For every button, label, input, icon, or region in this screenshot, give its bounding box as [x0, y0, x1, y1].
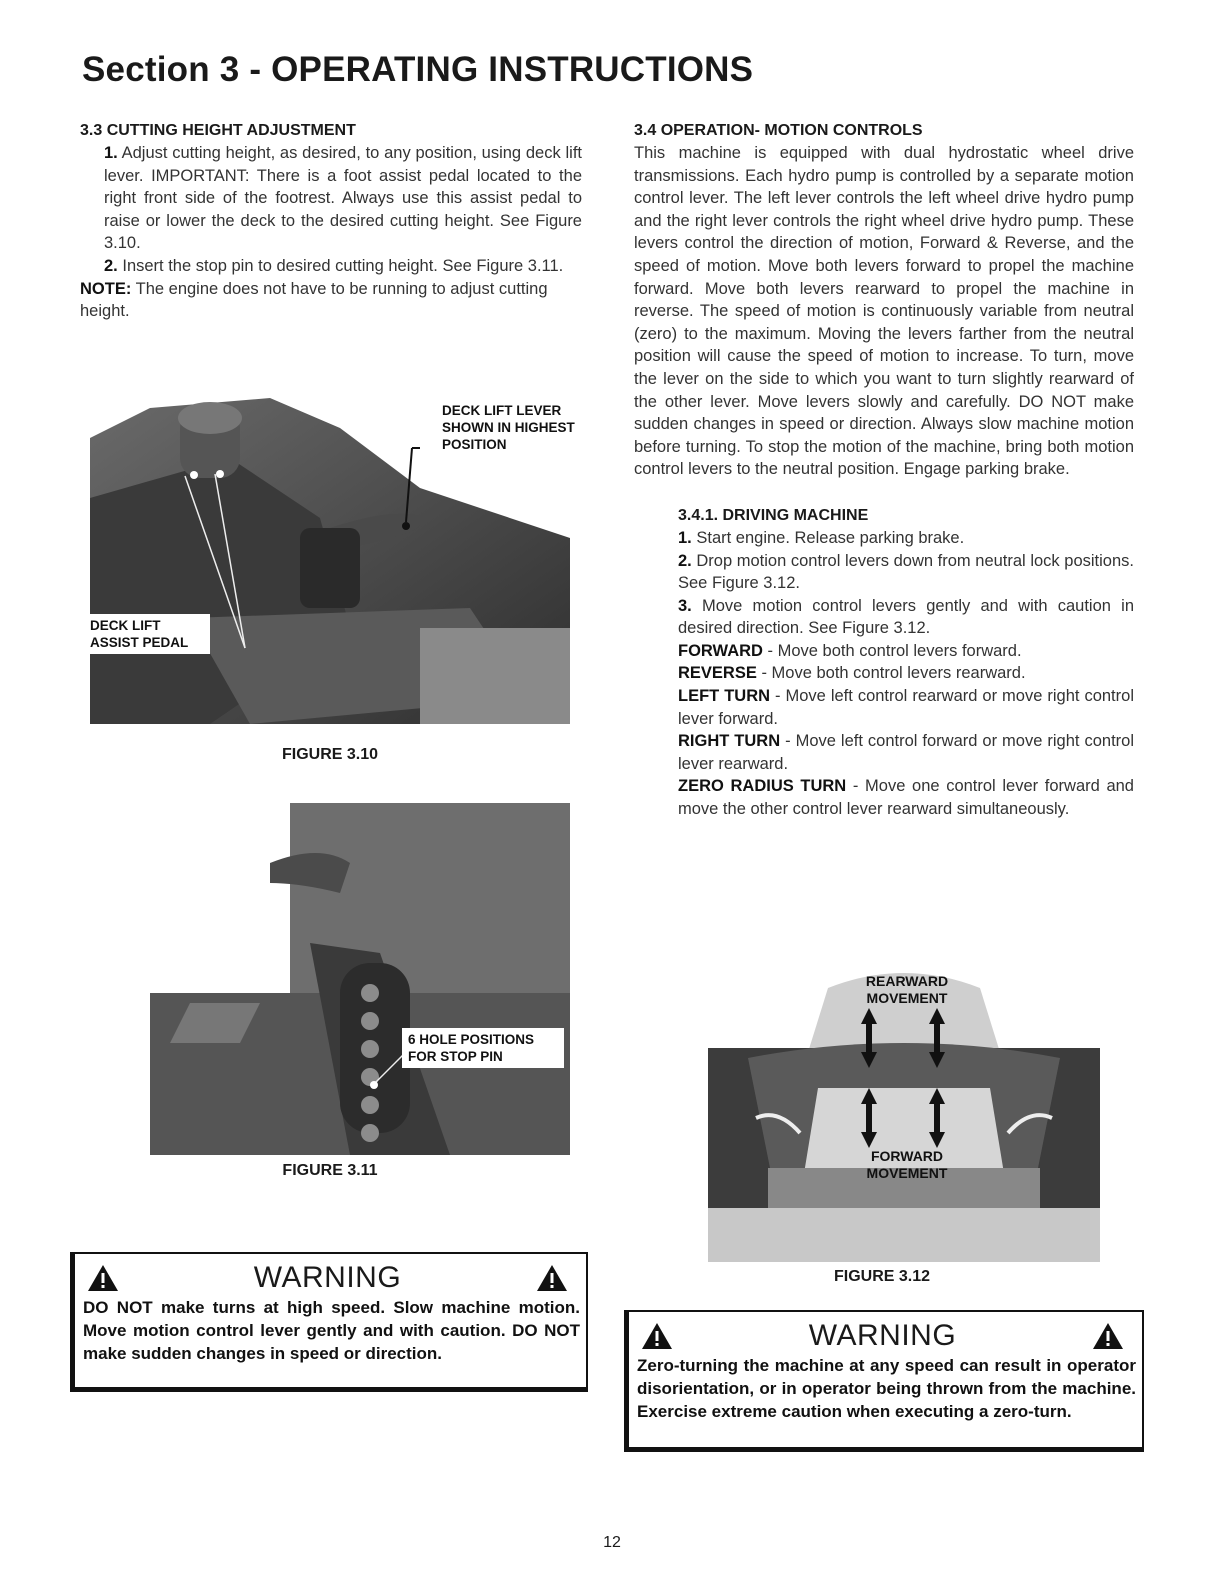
- page-number: 12: [603, 1534, 621, 1551]
- warning-text: Zero-turning the machine at any speed can result in operator disorientation, or in operator being thrown from the machine. Exercise extreme caution when executing a zero-turn.: [637, 1356, 1136, 1421]
- direction-text: - Move both control levers forward.: [767, 641, 1022, 660]
- note-text: The engine does not have to be running to adjust cutting height.: [80, 279, 548, 321]
- warning-triangle-icon: [536, 1264, 568, 1292]
- step-text: Move motion control levers gently and with caution in desired direction. See Figure 3.12.: [678, 596, 1134, 638]
- step-text: Insert the stop pin to desired cutting height. See Figure 3.11.: [122, 256, 564, 275]
- figure-3-11-caption: FIGURE 3.11: [282, 1162, 378, 1179]
- figure-3-11-photo: [150, 803, 570, 1155]
- callout-line-2: ASSIST PEDAL: [90, 635, 189, 650]
- warning-title: WARNING: [808, 1319, 957, 1352]
- warning-triangle-icon: [1092, 1322, 1124, 1350]
- callout-line-1: DECK LIFT: [90, 618, 161, 633]
- direction-label: REVERSE: [678, 664, 757, 683]
- forward-movement-label: [852, 1148, 962, 1182]
- direction-text: - Move one control lever forward and move the other control lever rearward simultaneously.: [678, 777, 1134, 819]
- warning-text: DO NOT make turns at high speed. Slow machine motion. Move motion control lever gently and with caution. DO NOT make sudden changes in speed or direction.: [83, 1298, 580, 1363]
- step-2: [80, 255, 582, 278]
- section-3-4-heading: 3.4 OPERATION- MOTION CONTROLS: [634, 122, 923, 139]
- direction-left-turn: [678, 685, 1134, 730]
- direction-label: LEFT TURN: [678, 687, 771, 706]
- deck-lift-lever-callout: DECK LIFT LEVER SHOWN IN HIGHEST POSITION: [442, 403, 575, 452]
- direction-zero-radius-turn: [678, 775, 1134, 820]
- rearward-movement-label: [852, 973, 962, 1007]
- label-line-2: MOVEMENT: [866, 1165, 948, 1181]
- figure-3-10-caption: FIGURE 3.10: [281, 746, 379, 763]
- drive-step-1: [678, 527, 1134, 550]
- direction-reverse: [678, 662, 1134, 685]
- warning-box-zero-turn: [624, 1310, 1144, 1452]
- page-title: Section 3 - OPERATING INSTRUCTIONS: [82, 50, 754, 89]
- deck-lift-pedal-callout: [84, 614, 210, 654]
- step-1: [80, 142, 582, 255]
- right-column: [634, 120, 1134, 821]
- stop-pin-callout: [402, 1028, 564, 1068]
- step-number: 1.: [678, 528, 692, 547]
- driving-machine-section: [678, 505, 1134, 821]
- direction-forward: [678, 640, 1134, 663]
- direction-label: FORWARD: [678, 641, 763, 660]
- label-line-1: REARWARD: [865, 973, 949, 989]
- warning-triangle-icon: [87, 1264, 119, 1292]
- drive-step-2: [678, 550, 1134, 595]
- step-text: Adjust cutting height, as desired, to any position, using deck lift lever. IMPORTANT: There is a foot assist pedal located to the right front side of the footrest. Always use this assist pedal to raise or lower the deck to the desired cutting height. See Figure 3.10.: [104, 144, 582, 253]
- step-number: 2.: [678, 551, 692, 570]
- stop-pin-illustration: [150, 803, 570, 1155]
- callout-line-2: FOR STOP PIN: [408, 1049, 503, 1064]
- direction-text: - Move left control forward or move right control lever rearward.: [678, 732, 1134, 773]
- figure-3-12-caption: FIGURE 3.12: [833, 1268, 931, 1285]
- direction-label: ZERO RADIUS TURN: [678, 777, 847, 796]
- motion-levers-illustration: [708, 968, 1100, 1262]
- direction-text: - Move left control rearward or move right control lever forward.: [678, 687, 1134, 728]
- section-3-4-1-heading: 3.4.1. DRIVING MACHINE: [678, 506, 869, 524]
- step-number: 1.: [104, 144, 118, 162]
- drive-step-3: [678, 595, 1134, 640]
- direction-right-turn: [678, 730, 1134, 775]
- warning-header: [637, 1318, 1136, 1354]
- direction-label: RIGHT TURN: [678, 732, 781, 751]
- figure-3-12-photo: [708, 968, 1100, 1262]
- note-label: NOTE:: [80, 279, 132, 298]
- label-line-2: MOVEMENT: [866, 990, 948, 1006]
- warning-header: [83, 1260, 580, 1296]
- warning-triangle-icon: [641, 1322, 673, 1350]
- warning-title: WARNING: [253, 1261, 402, 1294]
- section-3-3-heading: 3.3 CUTTING HEIGHT ADJUSTMENT: [80, 122, 356, 139]
- left-column: [80, 120, 582, 323]
- step-text: Drop motion control levers down from neutral lock positions. See Figure 3.12.: [678, 551, 1134, 593]
- motion-controls-body: This machine is equipped with dual hydrostatic wheel drive transmissions. Each hydro pump is controlled by a separate motion control lever. The left lever controls the left wheel drive hydro pump and the right lever controls the right wheel drive hydro pump. These levers control the direction of motion, Forward & Reverse, and the speed of motion. Move both levers forward to propel the machine forward. Move both levers rearward to propel the machine in reverse. The speed of motion is continuously variable from neutral (zero) to the maximum. Moving the levers farther from the neutral position will cause the speed of motion to increase. To turn, move the lever on the side to which you want to turn slightly rearward of the other lever. Move levers slowly and carefully. DO NOT make sudden changes in speed or direction. Always slow machine motion before turning. To stop the motion of the machine, bring both motion control levers to the neutral position. Engage parking brake.: [634, 144, 1134, 479]
- callout-line-1: 6 HOLE POSITIONS: [408, 1032, 535, 1047]
- step-number: 2.: [104, 256, 118, 275]
- warning-box-high-speed: [70, 1252, 588, 1392]
- direction-text: - Move both control levers rearward.: [761, 664, 1026, 683]
- note: [80, 278, 582, 323]
- step-text: Start engine. Release parking brake.: [696, 528, 965, 547]
- label-line-1: FORWARD: [870, 1148, 944, 1164]
- step-number: 3.: [678, 596, 692, 615]
